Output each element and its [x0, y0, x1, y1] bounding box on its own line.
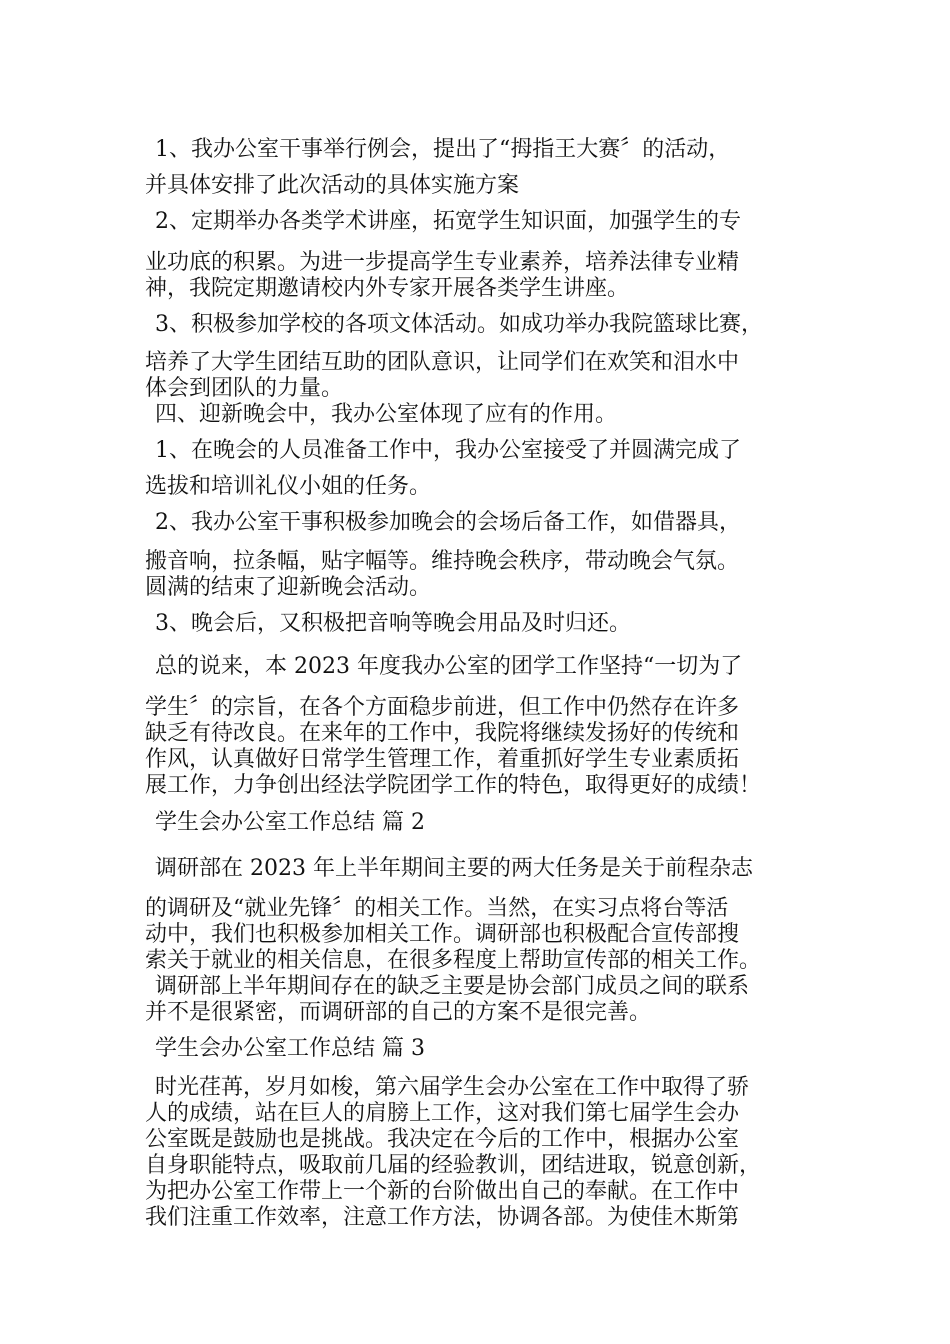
paragraph-line: 展工作，力争创出经法学院团学工作的特色，取得更好的成绩！ [145, 773, 762, 798]
paragraph-line: 选拔和培训礼仪小姐的任务。 [145, 474, 432, 499]
paragraph-line: 自身职能特点，吸取前几届的经验教训，团结进取，锐意创新， [145, 1153, 762, 1178]
paragraph-line: 2、定期举办各类学术讲座，拓宽学生知识面，加强学生的专 [155, 209, 741, 234]
paragraph-line: 3、晚会后，又积极把音响等晚会用品及时归还。 [155, 611, 631, 636]
paragraph-line: 1、我办公室干事举行例会，提出了“拇指王大赛〞的活动， [155, 137, 731, 162]
paragraph-line: 人的成绩，站在巨人的肩膀上工作，这对我们第七届学生会办 [145, 1101, 740, 1126]
paragraph-line: 为把办公室工作带上一个新的台阶做出自己的奉献。在工作中 [145, 1179, 740, 1204]
paragraph-line: 业功底的积累。为进一步提高学生专业素养，培养法律专业精 [145, 250, 740, 275]
paragraph-line: 调研部上半年期间存在的缺乏主要是协会部门成员之间的联系 [155, 974, 750, 999]
paragraph-line: 2、我办公室干事积极参加晚会的会场后备工作，如借器具， [155, 510, 741, 535]
paragraph-line: 并不是很紧密，而调研部的自己的方案不是很完善。 [145, 1000, 652, 1025]
paragraph-line: 作风，认真做好日常学生管理工作，着重抓好学生专业素质拓 [145, 747, 740, 772]
paragraph-line: 圆满的结束了迎新晚会活动。 [145, 575, 432, 600]
paragraph-line: 时光荏苒，岁月如梭，第六届学生会办公室在工作中取得了骄 [155, 1075, 750, 1100]
paragraph-line: 培养了大学生团结互助的团队意识，让同学们在欢笑和泪水中 [145, 350, 740, 375]
paragraph-line: 学生〞的宗旨，在各个方面稳步前进，但工作中仍然存在许多 [145, 695, 740, 720]
paragraph-line: 搬音响，拉条幅，贴字幅等。维持晚会秩序，带动晚会气氛。 [145, 549, 740, 574]
paragraph-line: 体会到团队的力量。 [145, 376, 344, 401]
paragraph-line: 调研部在 2023 年上半年期间主要的两大任务是关于前程杂志 [155, 856, 753, 881]
paragraph-line: 缺乏有待改良。在来年的工作中，我院将继续发扬好的传统和 [145, 721, 740, 746]
paragraph-line: 动中，我们也积极参加相关工作。调研部也积极配合宣传部搜 [145, 922, 740, 947]
paragraph-line: 1、在晚会的人员准备工作中，我办公室接受了并圆满完成了 [155, 438, 741, 463]
paragraph-line: 我们注重工作效率，注意工作方法，协调各部。为使佳木斯第 [145, 1205, 740, 1230]
section-heading: 学生会办公室工作总结 篇 3 [155, 1036, 425, 1061]
paragraph-line: 索关于就业的相关信息，在很多程度上帮助宣传部的相关工作。 [145, 948, 762, 973]
section-heading: 学生会办公室工作总结 篇 2 [155, 810, 425, 835]
paragraph-line: 总的说来，本 2023 年度我办公室的团学工作坚持“一切为了 [155, 654, 743, 679]
paragraph-line: 神，我院定期邀请校内外专家开展各类学生讲座。 [145, 276, 630, 301]
section-heading: 四、迎新晚会中，我办公室体现了应有的作用。 [155, 402, 618, 427]
paragraph-line: 公室既是鼓励也是挑战。我决定在今后的工作中，根据办公室 [145, 1127, 740, 1152]
paragraph-line: 并具体安排了此次活动的具体实施方案 [145, 173, 520, 198]
paragraph-line: 的调研及“就业先锋〞的相关工作。当然，在实习点将台等活 [145, 896, 729, 921]
paragraph-line: 3、积极参加学校的各项文体活动。如成功举办我院篮球比赛， [155, 312, 763, 337]
